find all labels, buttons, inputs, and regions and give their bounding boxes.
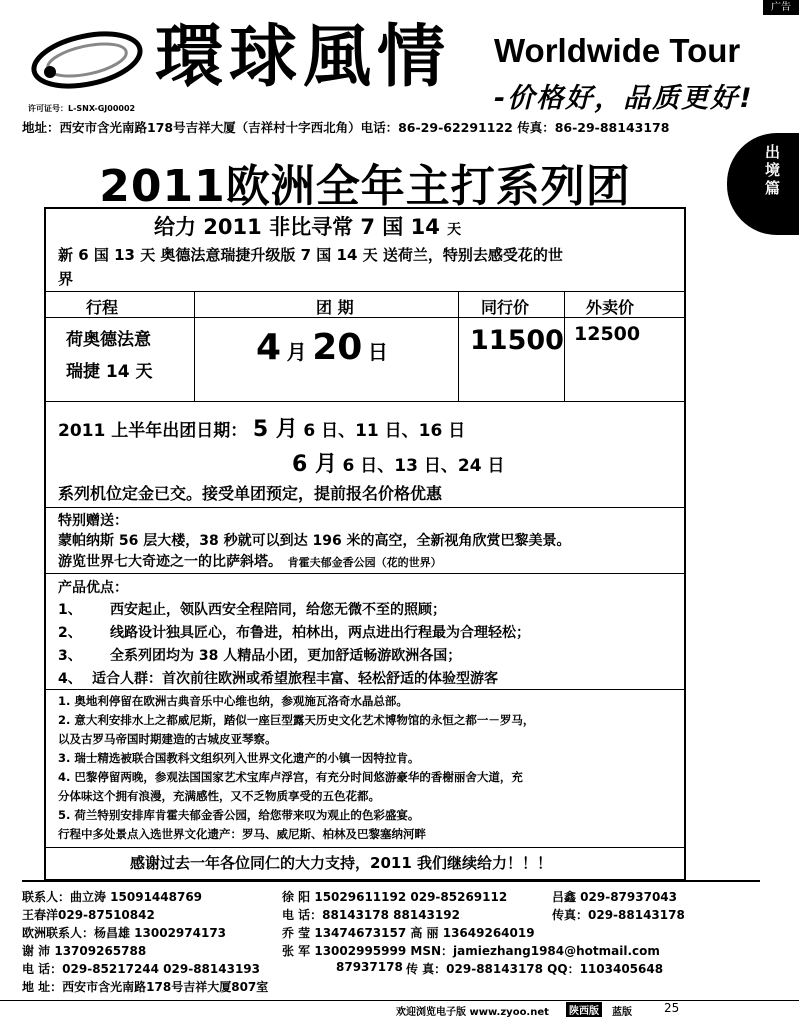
date-day-unit: 日 xyxy=(367,340,388,364)
thanks-message: 感谢过去一年各位同仁的大力支持，2011 我们继续给力！！！ xyxy=(130,854,552,872)
contact-cell: 徐 阳 15029611192 029-85269112 xyxy=(282,890,508,904)
date-month: 4 xyxy=(256,327,282,368)
contact-cell: 谢 沛 13709265788 xyxy=(22,944,147,958)
region-badge: 陕西版 xyxy=(566,1002,602,1017)
departure-date xyxy=(256,327,388,368)
header-address: 地址：西安市含光南路178号吉祥大厦（吉祥村十字西北角）电话：86-29-62291122 传真：86-29-88143178 xyxy=(22,120,670,135)
gifts-title: 特别赠送： xyxy=(58,513,128,529)
gift-line-2-main: 游览世界七大奇迹之一的比萨斜塔。 xyxy=(58,554,282,570)
headline-unit: 天 xyxy=(447,222,462,238)
headline xyxy=(154,211,461,241)
date-month-unit: 月 xyxy=(286,340,307,364)
website-note: 欢迎浏览电子版 www.zyoo.net xyxy=(396,1007,549,1018)
contact-cell: 电 话：029-85217244 029-88143193 xyxy=(22,962,261,976)
advantage-text-2: 线路设计独具匠心，布鲁进，柏林出，两点进出行程最为合理轻松； xyxy=(110,625,530,641)
ad-label: 广告 xyxy=(763,0,799,15)
highlight-line: 1. 奥地利停留在欧洲古典音乐中心维也纳，参观施瓦洛奇水晶总部。 xyxy=(58,694,408,708)
highlight-line: 2. 意大利安排水上之都威尼斯，踏似一座巨型露天历史文化艺术博物馆的永恒之都一－罗马， xyxy=(58,713,535,727)
page-number: 25 xyxy=(664,1001,680,1015)
gift-line-1: 蒙帕纳斯 56 层大楼，38 秒就可以到达 196 米的高空，全新视角欣赏巴黎美景。 xyxy=(58,533,571,549)
advantage-text-3: 全系列团均为 38 人精品小团，更加舒适畅游欧洲各国； xyxy=(110,648,462,664)
headline-sub-cont: 界 xyxy=(58,270,74,288)
contact-cell: 联系人：曲立涛 15091448769 xyxy=(22,890,203,904)
license-number: 许可证号：L-SNX-GJ00002 xyxy=(28,104,136,113)
schedule-may-month: 5 月 xyxy=(252,417,298,442)
schedule-june-days: 6 日、13 日、24 日 xyxy=(342,456,505,476)
advantage-num-2: 2、 xyxy=(58,625,82,641)
date-day: 20 xyxy=(312,327,363,368)
headline-sub: 新 6 国 13 天 奥德法意瑞捷升级版 7 国 14 天 送荷兰，特别去感受花的世 xyxy=(58,246,563,264)
advantage-text-1: 西安起止，领队西安全程陪同，给您无微不至的照顾； xyxy=(110,602,446,618)
schedule-may-days: 6 日、11 日、16 日 xyxy=(303,421,466,441)
highlight-line: 行程中多处景点入选世界文化遗产：罗马、威尼斯、柏林及巴黎塞纳河畔 xyxy=(58,827,426,841)
col-peer-price-header: 同行价 xyxy=(481,298,530,317)
contact-cell: 乔 莹 13474673157 高 丽 13649264019 xyxy=(282,926,535,940)
schedule-june-month: 6 月 xyxy=(292,452,337,477)
contact-cell: 电 话：88143178 88143192 xyxy=(282,908,460,922)
advantage-num-3: 3、 xyxy=(58,648,82,664)
edition-label: 蓝版 xyxy=(612,1007,632,1018)
route-line-1: 荷奥德法意 xyxy=(66,330,151,350)
contact-cell: 传 真：029-88143178 QQ：1103405648 xyxy=(406,962,664,976)
highlight-line: 5. 荷兰特别安排库肯霍夫郁金香公园，给您带来叹为观止的色彩盛宴。 xyxy=(58,808,420,822)
section-tab xyxy=(727,133,799,235)
schedule-may xyxy=(58,412,465,443)
gift-line-2-small: 肯霍夫郁金香公园（花的世界） xyxy=(287,556,442,569)
advantages-title: 产品优点： xyxy=(58,580,128,596)
schedule-label: 2011 上半年出团日期： xyxy=(58,421,248,441)
brand-english: Worldwide Tour xyxy=(494,32,741,69)
schedule-note: 系列机位定金已交。接受单团预定，提前报名价格优惠 xyxy=(58,484,443,503)
headline-main: 给力 2011 非比寻常 7 国 14 xyxy=(154,215,440,239)
footer-divider xyxy=(22,880,760,882)
advantage-text-4: 适合人群：首次前往欧洲或希望旅程丰富、轻松舒适的体验型游客 xyxy=(92,671,498,687)
advantage-num-4: 4、 xyxy=(58,671,82,687)
route-line-2: 瑞捷 14 天 xyxy=(66,362,153,382)
gift-line-2 xyxy=(58,551,442,571)
contact-cell: 地 址：西安市含光南路178号吉祥大厦807室 xyxy=(22,980,269,994)
section-tab-label: 出境篇 xyxy=(765,143,781,197)
page-title: 2011欧洲全年主打系列团 xyxy=(99,161,631,212)
contact-cell: 传真：029-88143178 xyxy=(552,908,685,922)
contact-cell: 87937178 xyxy=(336,960,403,974)
highlight-line: 以及古罗马帝国时期建造的古城皮亚琴察。 xyxy=(58,732,277,746)
contact-cell: 王春洋029-87510842 xyxy=(22,908,155,922)
col-date-header: 团 期 xyxy=(316,298,354,317)
highlight-line: 4. 巴黎停留两晚，参观法国国家艺术宝库卢浮宫，有充分时间悠游豪华的香榭丽舍大道，充 xyxy=(58,770,523,784)
highlight-line: 分体味这个拥有浪漫，充满感性，又不乏物质享受的五色花都。 xyxy=(58,789,380,803)
highlight-line: 3. 瑞士精选被联合国教科文组织列入世界文化遗产的小镇一因特拉肯。 xyxy=(58,751,420,765)
brand-name: 環球風情 xyxy=(155,18,452,97)
schedule-june xyxy=(292,447,504,478)
advantage-num-1: 1、 xyxy=(58,602,82,618)
peer-price: 11500 xyxy=(470,325,564,356)
contact-cell: 欧洲联系人：杨昌雄 13002974173 xyxy=(22,926,227,940)
retail-price: 12500 xyxy=(574,323,641,345)
contact-cell: 吕鑫 029-87937043 xyxy=(552,890,678,904)
globe-logo-icon xyxy=(28,28,146,92)
col-retail-price-header: 外卖价 xyxy=(586,298,635,317)
tour-info-box xyxy=(44,207,686,881)
brand-slogan: -价格好，品质更好! xyxy=(494,83,754,114)
contact-cell: 张 军 13002995999 MSN：jamiezhang1984@hotmail.com xyxy=(282,944,660,958)
col-route-header: 行程 xyxy=(86,298,119,317)
